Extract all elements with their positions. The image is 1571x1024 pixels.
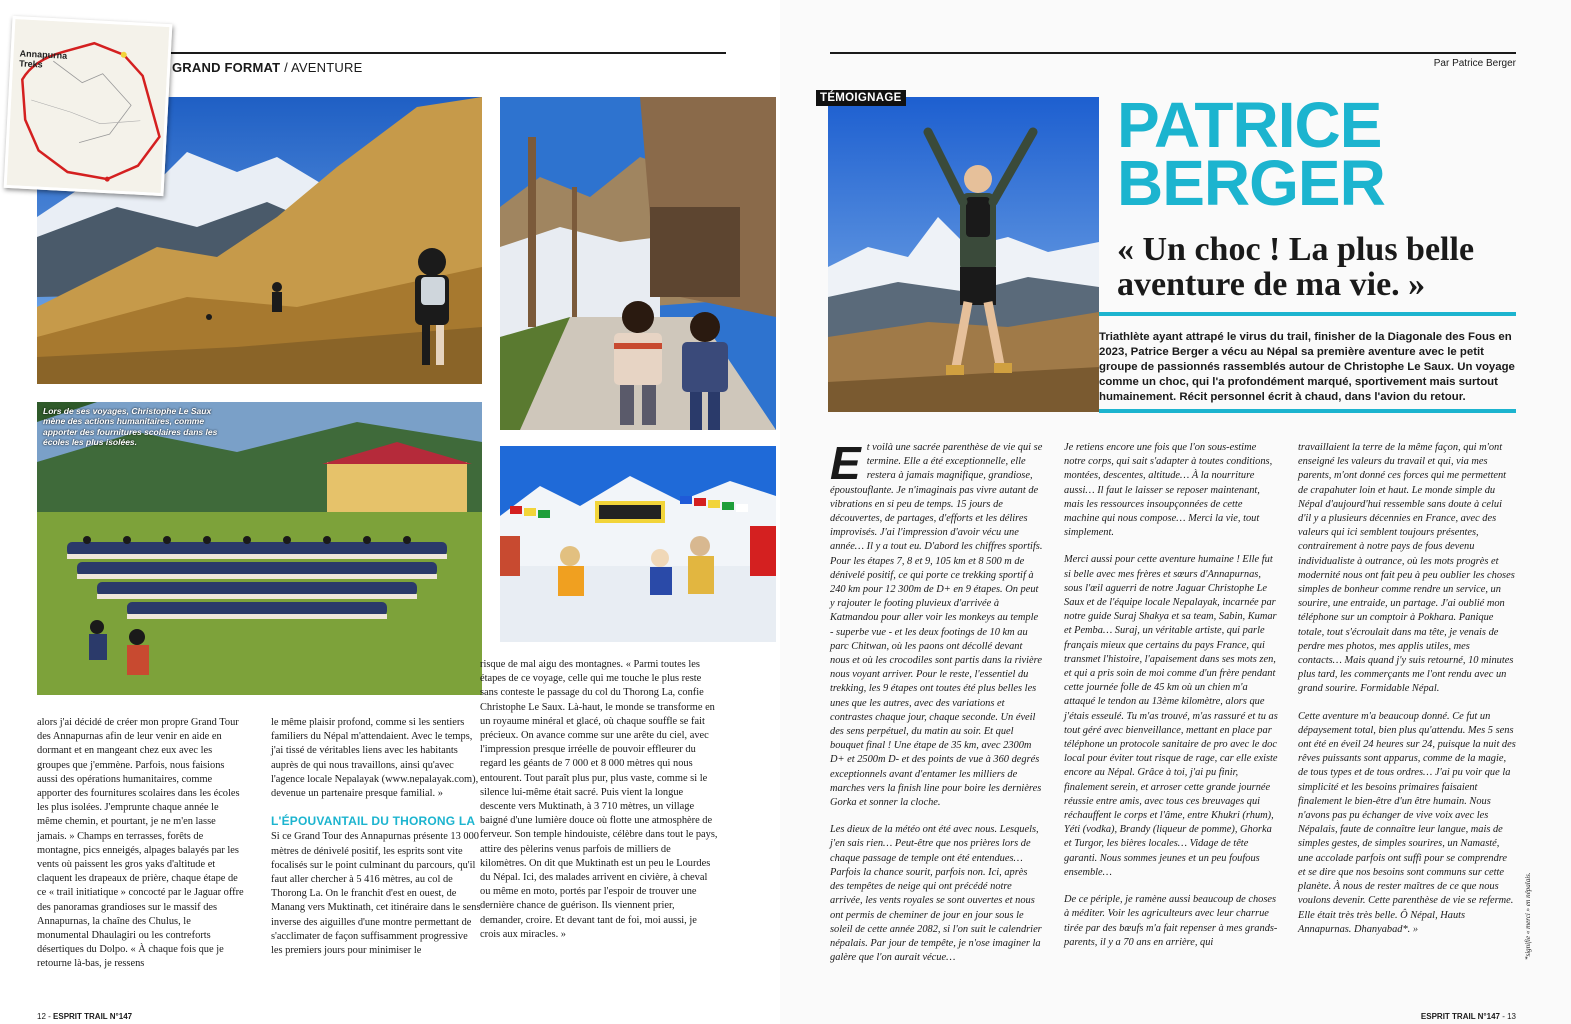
photo-jumping-runner bbox=[828, 97, 1099, 412]
map-title-line1: Annapurna bbox=[19, 48, 68, 61]
children-illustration bbox=[500, 97, 776, 430]
photo-thorong-la bbox=[500, 446, 776, 642]
body-paragraph bbox=[830, 437, 1043, 810]
body-paragraph: Si ce Grand Tour des Annapurnas présente 13 000 mètres de dénivelé positif, les esprits sont vite focalisés sur le point culminant du parcours, qu'il faut aller chercher à 5 416 mètres, au col de Thorong La. On le franchit d'est en ouest, de Manang vers Muktinath, cet itinéraire dans le sens inverse des aiguilles d'une montre permettant de s'acclimater de façon suffisamment progressive les premiers jours pour minimiser le bbox=[271, 831, 481, 957]
section-sub: / AVENTURE bbox=[280, 60, 363, 75]
map-title-line2: Treks bbox=[18, 58, 43, 70]
right-page bbox=[780, 0, 1571, 1024]
photo-children bbox=[500, 97, 776, 430]
body-paragraph: alors j'ai décidé de créer mon propre Grand Tour des Annapurnas afin de leur venir en aide en dormant et en mangeant chez eux avec les groupes que j'emmène. Parfois, nous faisions aussi des opérations humanitaires, comme apporter des fournitures scolaires dans les écoles les plus isolées. J'emprunte chaque année le même chemin, et pourtant, je ne m'en lasse jamais. » Champs en terrasses, forêts de montagne, pics enneigés, alpages balayés par les vents où paissent les gros yaks d'altitude et claquent les drapeaux de prière, chaque étape de ce « trail initiatique » concocté par le Jaguar offre des panoramas grandioses sur le massif des Annapurnas, la chaîne des Chulus, le monumental Dhaulagiri ou les contreforts désertiques du Dolpo. « À chaque fois que je retourne là-bas, je ressens bbox=[37, 717, 244, 970]
body-paragraph: Merci aussi pour cette aventure humaine ! Elle fut si belle avec mes frères et sœurs d'Annapurnas, sous l'œil aguerri de notre Jaguar Christophe Le Saux et de l'équipe locale Nepalayak, incarnée par notre guide Suraj Shakya et sa team, Sabin, Kumar et Pemba… Suraj, un véritable artiste, qui parle français mieux que certains du pays France, qui transmet l'histoire, l'apaisement dans ses mots zen, et qui a pris soin de moi comme d'un frère pendant cette journée folle de 45 km où un chien m'a attaqué le tendon au 13ème kilomètre, alors que j'étais esseulé. Tu m'as trouvé, m'as rassuré et tu as tout géré avec bienveillance, mettant en place par téléphone un protocole sanitaire de pro avec le doc local pour éviter tout risque de rage, car elle existe encore au Népal. Grâce à toi, j'ai pu finir, finalement serein, et arroser cette grande journée réussie entre amis, avec tous ces breuvages qui réchauffent le corps et l'âme, entre Khukri (rhum), Yéti (vodka), Brandy (liqueur de pomme), Ghorka et Turgor, les bières locales… Vidage de tête garanti. Nous sommes jeunes et un peu foufous ensemble… bbox=[1064, 554, 1278, 878]
body-paragraph: De ce périple, je ramène aussi beaucoup de choses à méditer. Voir les agriculteurs avec leur charrue tirée par des bœufs m'a fait repenser à mes grands-parents, il y a 70 ans en arrière, qui bbox=[1064, 894, 1278, 948]
title-line-2: BERGER bbox=[1117, 147, 1385, 219]
page-number: 12 bbox=[37, 1012, 46, 1021]
body-paragraph: le même plaisir profond, comme si les sentiers familiers du Népal m'attendaient. Avec le temps, j'ai tissé de véritables liens avec les habitants auprès de qui nous travaillons, ainsi qu'avec l'agence locale Nepalayak (www.nepalayak.com), devenue un partenaire presque familial. » bbox=[271, 717, 479, 800]
body-column-2 bbox=[271, 716, 481, 958]
testimony-tag: TÉMOIGNAGE bbox=[816, 90, 906, 106]
section-main: GRAND FORMAT bbox=[172, 60, 281, 75]
byline: Par Patrice Berger bbox=[1433, 58, 1516, 69]
lead-paragraph: Triathlète ayant attrapé le virus du trail, finisher de la Diagonale des Fous en 2023, Patrice Berger a vécu au Népal sa première aventure avec le petit groupe de passionnés rassemblés autour de Christophe Le Saux. Un voyage comme un choc, qui l'a profondément marqué, sportivement mais surtout humainement. Récit personnel écrit à chaud, dans l'avion du retour. bbox=[1099, 331, 1515, 404]
header-rule bbox=[830, 52, 1516, 54]
drop-cap: E bbox=[830, 437, 861, 489]
jumping-runner-illustration bbox=[828, 97, 1099, 412]
footnote: *signifie « merci » en népalais. bbox=[1524, 872, 1532, 960]
body-column-2 bbox=[1064, 441, 1280, 950]
body-paragraph: risque de mal aigu des montagnes. « Parmi toutes les étapes de ce voyage, celle qui me touche le plus reste sans conteste le passage du col du Thorong La, confie Christophe Le Saux. Là-haut, le monde se transforme en un royaume minéral et glacé, où chaque souffle se fait précieux. On avance comme sur une arête du ciel, avec l'impression presque irréelle de pouvoir effleurer du regard les géants de 7 000 et 8 000 mètres qui nous entourent. Tout paraît plus pur, plus vaste, comme si le silence lui-même était sacré. Puis vient la longue descente vers Muktinath, à 3 710 mètres, un village baigné d'une lumière douce où flotte une atmosphère de ferveur. Son temple hindouiste, célèbre dans tout le pays, attire des pèlerins venus parfois de milliers de kilomètres. On dit que Muktinath est un peu le Lourdes du Népal. Ici, des malades arrivent en civière, à cheval ou même en moto, portés par l'espoir de trouver une dernière chance de guérison. Ils viennent prier, demander, croire. Et devant tant de foi, moi aussi, je crois aux miracles. » bbox=[480, 659, 718, 940]
body-column-3 bbox=[1298, 441, 1516, 937]
body-paragraph: travaillaient la terre de la même façon, qui m'ont enseigné les valeurs du travail et qui, via mes parents, m'ont donné ces forces qui me permettent de crapahuter loin et haut. Le monde simple du Népal d'aujourd'hui ressemble sans doute à celui d'il y a plusieurs décennies en France, avec des valeurs qui ici semblent toujours présentes, contrairement à notre pays de fous devenu individualiste à outrance, où les mots progrès et modernité nous ont fait peu à peu oublier les choses simples de bonheur comme rendre un service, un sourire, une entraide, un partage. J'ai oublié mon téléphone sur un comptoir à Pokhara. Panique totale, tout s'écroulait dans ma tête, je venais de perdre mes photos, mes applis utiles, mes contacts… Mais quand j'y suis retourné, 10 minutes plus tard, les commerçants me l'ont rendu avec un grand sourire. Formidable Népal. bbox=[1298, 442, 1515, 695]
folio-separator: - bbox=[45, 1012, 54, 1021]
headline-quote: « Un choc ! La plus belle aventure de ma vie. » bbox=[1117, 231, 1475, 303]
header-rule bbox=[170, 52, 726, 54]
page-title bbox=[1117, 89, 1385, 219]
photo-caption: Lors de ses voyages, Christophe Le Saux mène des actions humanitaires, comme apporter des fournitures scolaires dans les écoles les plus isolées. bbox=[43, 406, 218, 448]
body-paragraph: Les dieux de la météo ont été avec nous. Lesquels, j'en sais rien… Peut-être que nos prières lors de chaque passage de temple ont été entendues… Parfois la chance sourit, parfois non. Ici, après des tempêtes de neige qui ont précédé notre arrivée, les vents royales se sont ouvertes et nous ont permis de cheminer de jour en jour sous le soleil de cette année 2082, si l'on suit le calendrier népalais. Par jour de tempête, je n'ose imaginer la galère que l'on aurait vécue… bbox=[830, 824, 1042, 964]
annapurna-map bbox=[4, 16, 173, 196]
body-paragraph: Je retiens encore une fois que l'on sous-estime notre corps, qui sait s'adapter à toutes conditions, montées, descentes, altitude… À la nourriture aussi… Il faut le laisser se reposer maintenant, mais les ressources insoupçonnées de cette machine qui nous compose… Merci la vie, tout simplement. bbox=[1064, 442, 1273, 539]
map-title bbox=[19, 49, 67, 71]
body-column-1 bbox=[830, 437, 1043, 965]
page-number: 13 bbox=[1507, 1012, 1516, 1021]
page-folio-left bbox=[37, 1012, 132, 1021]
left-page bbox=[0, 0, 780, 1024]
photo-school bbox=[37, 402, 482, 695]
section-label bbox=[172, 60, 362, 75]
accent-rule bbox=[1099, 312, 1516, 316]
body-column-1 bbox=[37, 716, 244, 972]
paragraph-text: t voilà une sacrée parenthèse de vie qui se termine. Elle a été exceptionnelle, elle restera à jamais magnifique, grandiose, époustouflante. Je n'imaginais pas vivre autant de vibrations en si peu de temps. 15 jours de découvertes, de partages, d'efforts et les délires improvisés. J'ai l'impression d'avoir vécu une année… Il y a tout eu. D'abord les chiffres sportifs. Pour les étapes 7, 8 et 9, 105 km et 8 500 m de dénivelé positif, ce qui porte ce trekking sportif à 240 km pour 12 300m de D+ en 9 étapes. On peut y rajouter le footing pluvieux d'arrivée à Katmandou pour aller voir les monkeys au temple - superbe vue - et les deux footings de 10 km au parc Chitwan, où les paons ont décollé devant nous et où les crocodiles sont partis dans la rivière nous voyant arriver. Pour le reste, l'essentiel du trekking, les 9 étapes ont toutes été plus belles les unes que les autres, avec des variations et contrastes chaque jour, chaque seconde. Un éveil des sens perpétuel, du matin au soir. Et quel bouquet final ! Une étape de 35 km, avec 2300m D+ et 2500m D- et des points de vue à 360 degrés exceptionnels avant d'entamer les milliers de marches vers la finish line pour boire les dernières Gorka et sonner la cloche. bbox=[830, 442, 1043, 809]
route-map-illustration bbox=[6, 19, 172, 196]
body-paragraph: Cette aventure m'a beaucoup donné. Ce fut un dépaysement total, bien plus qu'attendu. Mes 5 sens ont été en éveil 24 heures sur 24, puisque la nuit des rêves puissants sont apparus, comme de la magie, de tous types et de tous ordres… J'ai pu voir que la simplicité et les besoins primaires faisaient finalement le bien-être d'un être humain. Nous n'avons pas pu échanger de vive voix avec les Népalais, faute de connaître leur langue, mais de simples gestes, de simples sourires, un Namasté, une accolade parfois ont suffi pour se comprendre et se dire que nos besoins sont communs sur cette planète. À nous de rester maîtres de ce que nous voulons devenir. Cette parenthèse de vie se referme. Elle était très très belle. Ô Népal, Hauts Annapurnas. Dhanyabad*. » bbox=[1298, 710, 1516, 935]
thorong-la-illustration bbox=[500, 446, 776, 642]
body-column-3 bbox=[480, 658, 718, 942]
subheading: L'ÉPOUVANTAIL DU THORONG LA bbox=[271, 814, 476, 829]
magazine-name: ESPRIT TRAIL N°147 bbox=[1420, 1012, 1500, 1021]
accent-rule bbox=[1099, 409, 1516, 413]
magazine-name: ESPRIT TRAIL N°147 bbox=[53, 1012, 133, 1021]
folio-separator: - bbox=[1499, 1012, 1508, 1021]
page-folio-right bbox=[1421, 1012, 1516, 1021]
title-line-1: PATRICE bbox=[1117, 89, 1382, 161]
